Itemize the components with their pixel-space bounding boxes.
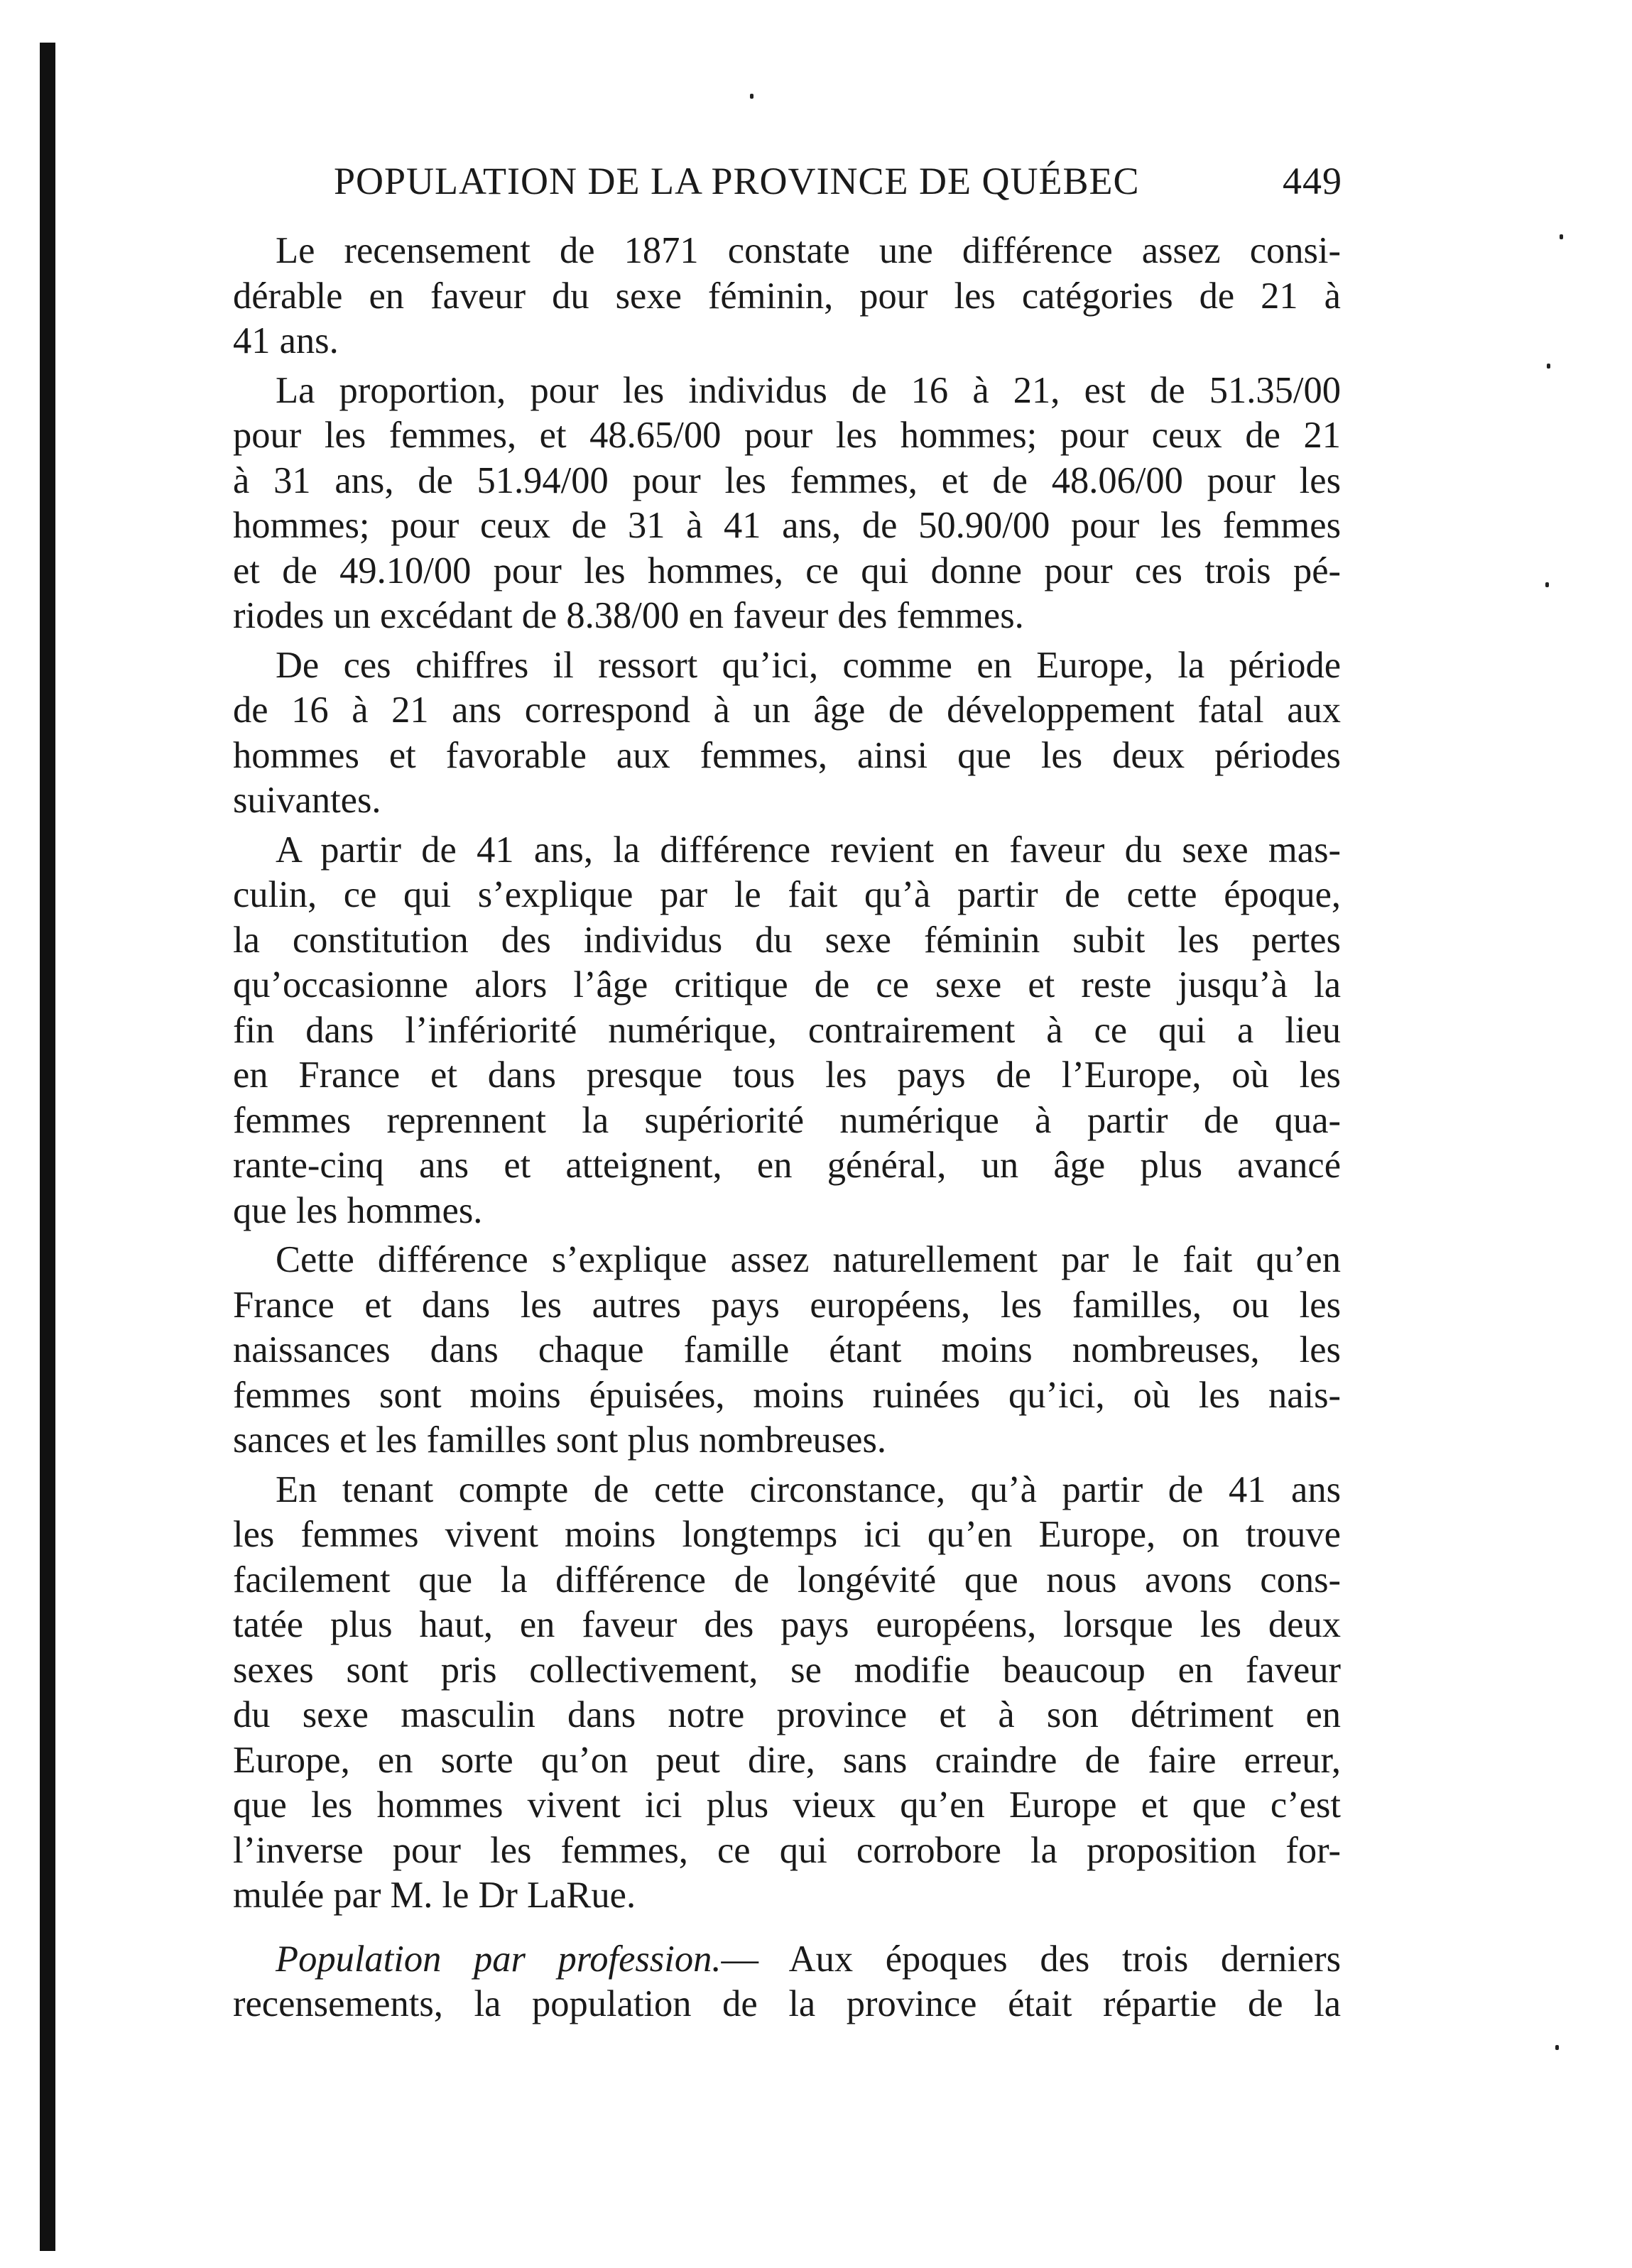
paragraph xyxy=(233,369,1341,639)
text-line: Cette différence s’explique assez naturellement par le fait qu’en xyxy=(276,1239,1341,1280)
text-line: pour les femmes, et 48.65/00 pour les hommes; pour ceux de 21 xyxy=(233,415,1341,456)
text-line xyxy=(233,1937,1341,1983)
text-line: qu’occasionne alors l’âge critique de ce sexe et reste jusqu’à la xyxy=(233,964,1341,1005)
scan-speck xyxy=(750,94,754,99)
text-line: riodes un excédant de 8.38/00 en faveur des femmes. xyxy=(233,595,1024,636)
text-line: tatée plus haut, en faveur des pays européens, lorsque les deux xyxy=(233,1604,1341,1645)
text-line: sances et les familles sont plus nombreuses. xyxy=(233,1419,887,1461)
text-line: du sexe masculin dans notre province et à son détriment en xyxy=(233,1694,1341,1735)
text-line: les femmes vivent moins longtemps ici qu’en Europe, on trouve xyxy=(233,1514,1341,1555)
text-line: En tenant compte de cette circonstance, qu’à partir de 41 ans xyxy=(276,1468,1341,1510)
text-line: France et dans les autres pays européens, les familles, ou les xyxy=(233,1284,1341,1326)
text-line: recensements, la population de la province était répartie de la xyxy=(233,1983,1341,2024)
text-line: hommes et favorable aux femmes, ainsi que les deux périodes xyxy=(233,734,1341,776)
text-run: — Aux époques des trois derniers xyxy=(721,1938,1342,1980)
text-line: Le recensement de 1871 constate une différence assez consi- xyxy=(276,230,1341,271)
text-line: fin dans l’infériorité numérique, contrairement à ce qui a lieu xyxy=(233,1009,1341,1051)
paragraph xyxy=(233,229,1341,364)
scan-speck xyxy=(1560,234,1563,239)
text-line: rante-cinq ans et atteignent, en général, un âge plus avancé xyxy=(233,1145,1341,1186)
text-line: la constitution des individus du sexe féminin subit les pertes xyxy=(233,919,1341,961)
paragraph xyxy=(233,1238,1341,1463)
text-line: l’inverse pour les femmes, ce qui corrobore la proposition for- xyxy=(233,1829,1341,1871)
text-line: femmes reprennent la supériorité numérique à partir de qua- xyxy=(233,1099,1341,1141)
text-line: femmes sont moins épuisées, moins ruinées qu’ici, où les nais- xyxy=(233,1374,1341,1416)
text-line: facilement que la différence de longévité que nous avons cons- xyxy=(233,1559,1341,1601)
text-line: que les hommes. xyxy=(233,1189,483,1231)
scan-speck xyxy=(1547,364,1550,369)
scan-speck xyxy=(1555,2045,1559,2050)
scan-binding-edge xyxy=(40,43,55,2251)
text-line: mulée par M. le Dr LaRue. xyxy=(233,1875,636,1916)
paragraph xyxy=(233,643,1341,824)
text-line: que les hommes vivent ici plus vieux qu’en Europe et que c’est xyxy=(233,1784,1341,1826)
body-text xyxy=(233,229,1341,2027)
text-line: suivantes. xyxy=(233,780,381,821)
text-line: hommes; pour ceux de 31 à 41 ans, de 50.90/00 pour les femmes xyxy=(233,505,1341,546)
text-line: A partir de 41 ans, la différence revient en faveur du sexe mas- xyxy=(276,829,1341,871)
page-number: 449 xyxy=(1283,160,1342,202)
paragraph xyxy=(233,828,1341,1234)
text-line: à 31 ans, de 51.94/00 pour les femmes, et de 48.06/00 pour les xyxy=(233,459,1341,501)
paragraph-population-par-profession xyxy=(233,1937,1341,2027)
text-line: culin, ce qui s’explique par le fait qu’à partir de cette époque, xyxy=(233,874,1341,915)
text-line: en France et dans presque tous les pays de l’Europe, où les xyxy=(233,1054,1341,1096)
running-title: POPULATION DE LA PROVINCE DE QUÉBEC xyxy=(334,160,1140,202)
scan-speck xyxy=(1545,582,1549,587)
text-line: De ces chiffres il ressort qu’ici, comme en Europe, la période xyxy=(276,644,1341,686)
paragraph xyxy=(233,1468,1341,1919)
text-line: et de 49.10/00 pour les hommes, ce qui donne pour ces trois pé- xyxy=(233,550,1341,591)
text-line: Europe, en sorte qu’on peut dire, sans craindre de faire erreur, xyxy=(233,1739,1341,1781)
text-line: dérable en faveur du sexe féminin, pour les catégories de 21 à xyxy=(233,275,1341,317)
text-line: sexes sont pris collectivement, se modifie beaucoup en faveur xyxy=(233,1649,1341,1691)
text-line: de 16 à 21 ans correspond à un âge de développement fatal aux xyxy=(233,689,1341,731)
page-header xyxy=(334,159,1342,216)
text-line: naissances dans chaque famille étant moins nombreuses, les xyxy=(233,1329,1341,1370)
text-line: 41 ans. xyxy=(233,320,339,361)
section-heading-inline: Population par profession. xyxy=(276,1938,722,1980)
text-line: La proportion, pour les individus de 16 à 21, est de 51.35/00 xyxy=(276,369,1341,411)
